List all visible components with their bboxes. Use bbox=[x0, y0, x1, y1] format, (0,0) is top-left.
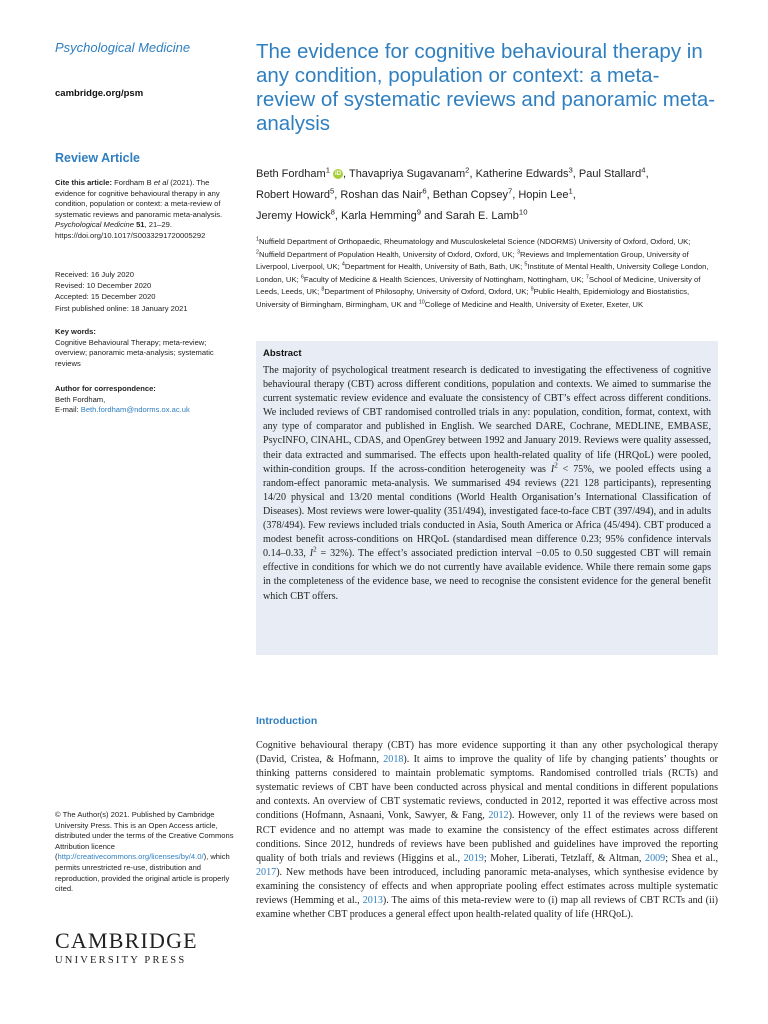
intro-part: ). The aims of this meta-review were to (i) map all reviews of CBT RCTs and (ii) examine whether CBT produces a general effect upon health-related quality of life (HRQoL). bbox=[256, 895, 718, 921]
keywords-block bbox=[55, 327, 240, 369]
affiliations bbox=[256, 236, 718, 312]
affil-sup: 1 bbox=[256, 236, 259, 243]
license-block bbox=[55, 810, 245, 895]
intro-part: ). However, only 11 of the reviews were based on RCT evidence and no attempt was made to examine the consistency of the effect estimates across different conditions. Since 2012, hundreds of reviews have been published and guidelines have improved the reporting quality of both trials and reviews (Higgins et al., bbox=[256, 810, 718, 864]
abstract-part: = 32%). The effect’s associated prediction interval −0.05 to 0.50 suggested CBT will remain effective in conditions for which we do not currently have available evidence. While there remain some gaps in the completeness of the evidence base, we need to recognise the consistent evidence for the general benefit which CBT offers. bbox=[263, 548, 711, 602]
correspondence-block bbox=[55, 384, 240, 416]
author-name: Beth Fordham bbox=[256, 168, 326, 180]
date-accepted: Accepted: 15 December 2020 bbox=[55, 292, 156, 302]
reference-link[interactable]: 2018 bbox=[383, 754, 404, 766]
affiliation: School of Medicine, University of Leeds, Leeds, UK; bbox=[256, 274, 701, 297]
correspondence-email-row bbox=[55, 405, 240, 416]
abstract-heading: Abstract bbox=[263, 348, 302, 359]
citation-block bbox=[55, 178, 240, 242]
correspondence-label: Author for correspondence: bbox=[55, 384, 156, 393]
journal-name: Psychological Medicine bbox=[55, 40, 191, 55]
affil-sup: 6 bbox=[300, 274, 304, 281]
license-text-a: © The Author(s) 2021. Published by Cambridge University Press. This is an Open Access article, distributed under the terms of the Creative Commons Attribution licence ( bbox=[55, 810, 234, 862]
license-link[interactable]: http://creativecommons.org/licenses/by/4.0/ bbox=[57, 852, 204, 862]
author-sup: 1 bbox=[568, 186, 573, 196]
affil-sup: 9 bbox=[530, 286, 534, 293]
author-name: Jeremy Howick bbox=[256, 210, 331, 222]
logo-main: CAMBRIDGE bbox=[55, 928, 198, 953]
i-squared: I bbox=[550, 463, 555, 475]
affil-sup: 4 bbox=[341, 261, 345, 268]
intro-part: ; Moher, Liberati, Tetzlaff, & Altman, bbox=[483, 852, 646, 864]
affil-sup: 2 bbox=[256, 249, 259, 256]
date-revised: Revised: 10 December 2020 bbox=[55, 281, 152, 291]
abstract-text bbox=[263, 364, 711, 604]
author-name: Robert Howard bbox=[256, 189, 330, 201]
author-sup: 5 bbox=[329, 186, 335, 196]
intro-part: ). It aims to improve the quality of life by changing patients’ thoughts or thinking patterns considered to maintain problematic symptoms. Randomised controlled trials (RCTs) and systematic reviews of CBT have been conducted across physical and mental conditions in different populations and contexts. An overview of CBT systematic reviews, conducted in 2012, reported it was effective across most conditions (Hofmann, Asnaani, Vonk, Sawyer, & Fang, bbox=[256, 754, 718, 822]
intro-part: Cognitive behavioural therapy (CBT) has more evidence supporting it than any other psychological therapy (David, Cristea, & Hofmann, bbox=[256, 740, 718, 766]
cite-text-b: (2021). The evidence for cognitive behavioural therapy in any condition, population or context: a meta-review of systematic reviews and panoramic meta-analysis. bbox=[55, 178, 223, 219]
author-sup: 4 bbox=[641, 165, 646, 175]
abstract-part: < 75%, we pooled effects using a random-effect panoramic meta-analysis. We summarised 494 reviews (221 128 participants), representing 14/20 physical and 13/20 mental conditions (World Health Organisation’s International Classification of Diseases). Most reviews were lower-quality (351/494), investigated face-to-face CBT (397/494), and in adults (378/494). Few reviews included trials conducted in Asia, South America or Africa (45/494). CBT produced a modest benefit across-conditions on HRQoL (standardised mean difference 0.23; 95% confidence intervals 0.14–0.33, bbox=[263, 463, 711, 560]
affiliation: Public Health, Epidemiology and Biostatistics, University of Birmingham, Birmingham, UK and bbox=[256, 287, 690, 309]
author-sup: 7 bbox=[507, 186, 513, 196]
reference-link[interactable]: 2012 bbox=[488, 810, 509, 822]
author-name: Katherine Edwards bbox=[475, 168, 569, 180]
date-published: First published online: 18 January 2021 bbox=[55, 303, 188, 313]
intro-heading: Introduction bbox=[256, 715, 318, 727]
cite-label: Cite this article: bbox=[55, 178, 112, 187]
author-sup: 9 bbox=[416, 207, 422, 217]
author-name: Roshan das Nair bbox=[340, 189, 423, 201]
keywords-text: Cognitive Behavioural Therapy; meta-review; overview; panoramic meta-analysis; systematic reviews bbox=[55, 337, 214, 368]
email-label: E-mail: bbox=[55, 405, 79, 415]
logo-sub: UNIVERSITY PRESS bbox=[55, 955, 187, 966]
reference-link[interactable]: 2009 bbox=[645, 852, 666, 864]
affil-sup: 3 bbox=[516, 249, 520, 256]
affiliation: College of Medicine and Health, University of Exeter, Exeter, UK bbox=[424, 299, 644, 309]
abstract-part: The majority of psychological treatment research is dedicated to investigating the effectiveness of cognitive behavioural therapy (CBT) across different conditions, population and contexts. We aimed to summarise the current systematic review evidence and evaluate the consistency of CBT’s effect across different conditions. We included reviews of CBT randomised controlled trials in any: population, condition, format, context, with any type of comparator and published in English. We searched DARE, Cochrane, MEDLINE, EMBASE, PsycINFO, CINAHL, CDAS, and OpenGrey between 1992 and January 2019. Reviews were quality assessed, their data extracted and summarised. The effects upon health-related quality of life (HRQoL) were pooled, within-condition groups. If the across-condition heterogeneity was bbox=[263, 365, 711, 475]
affiliation: Institute of Mental Health, University College London, London, UK; bbox=[256, 262, 709, 284]
reference-link[interactable]: 2019 bbox=[463, 852, 484, 864]
main-column bbox=[256, 40, 718, 921]
journal-url[interactable]: cambridge.org/psm bbox=[55, 88, 144, 99]
author-name: Sarah E. Lamb bbox=[445, 210, 519, 222]
i-squared-sup: 2 bbox=[313, 545, 317, 554]
cite-text-a: Fordham B bbox=[114, 178, 152, 187]
author-sup: 3 bbox=[568, 165, 573, 175]
i-squared: I bbox=[309, 548, 314, 560]
affiliation: Department for Health, University of Bath, Bath, UK; bbox=[344, 262, 525, 272]
author-sup: 6 bbox=[422, 186, 427, 196]
cite-etal: et al bbox=[153, 178, 169, 187]
author-name: Paul Stallard bbox=[578, 168, 642, 180]
author-sup: 1 bbox=[325, 165, 330, 175]
affil-sup: 7 bbox=[585, 274, 589, 281]
sidebar bbox=[55, 40, 240, 966]
author-name: Thavapriya Sugavanam bbox=[348, 168, 466, 180]
abstract-box bbox=[256, 341, 718, 655]
i-squared-sup: 2 bbox=[554, 461, 558, 470]
author-list: Beth Fordham$^1$ iD , Thavapriya Sugavanam$^2$, Katherine Edwards$^3$, Paul Stallard$^4$, Robert Howard$^5$, Roshan das Nair$^6$, Bethan Copsey$^7$, Hopin Lee$^1$, Jeremy Howick$^8$, Karla Hemming$^9$ and Sarah E. Lamb$^{10}$ bbox=[256, 165, 649, 222]
affiliation: Reviews and Implementation Group, University of Liverpool, Liverpool, UK; bbox=[256, 249, 689, 272]
cite-journal: Psychological Medicine bbox=[55, 220, 134, 230]
affil-sup: 10 bbox=[418, 299, 425, 306]
license-text-b: ), which permits unrestricted re-use, distribution and reproduction, provided the original article is properly cited. bbox=[55, 852, 230, 894]
reference-link[interactable]: 2017 bbox=[256, 866, 277, 878]
author-sup: 2 bbox=[465, 165, 470, 175]
affiliation: Nuffield Department of Population Health, University of Oxford, Oxford, UK; bbox=[259, 249, 517, 259]
correspondence-name: Beth Fordham, bbox=[55, 394, 106, 404]
email-link[interactable]: Beth.fordham@ndorms.ox.ac.uk bbox=[80, 405, 190, 415]
cambridge-logo bbox=[55, 930, 198, 966]
affiliation: Department of Philosophy, University of Oxford, Oxford, UK; bbox=[324, 287, 531, 297]
affil-sup: 8 bbox=[321, 286, 325, 293]
article-title: The evidence for cognitive behavioural therapy in any condition, population or context: a meta-review of systematic reviews and panoramic meta-analysis bbox=[256, 40, 716, 135]
date-received: Received: 16 July 2020 bbox=[55, 270, 134, 279]
author-name: Bethan Copsey bbox=[432, 189, 508, 201]
author-name: Hopin Lee bbox=[518, 189, 569, 201]
author-sup: 8 bbox=[330, 207, 335, 217]
dates-block bbox=[55, 269, 188, 314]
affiliation: Faculty of Medicine & Health Sciences, University of Nottingham, Nottingham, UK; bbox=[303, 274, 586, 284]
intro-text bbox=[256, 739, 718, 922]
article-type: Review Article bbox=[55, 151, 140, 165]
keywords-label: Key words: bbox=[55, 327, 96, 336]
orcid-icon[interactable]: iD bbox=[335, 171, 342, 178]
author-name: Karla Hemming bbox=[340, 210, 417, 222]
intro-part: ; Shea et al., bbox=[665, 852, 718, 864]
cite-volume: 51 bbox=[136, 220, 145, 230]
affil-sup: 5 bbox=[524, 261, 528, 268]
cite-pages: , 21–29. https://doi.org/10.1017/S0033291720005292 bbox=[55, 220, 206, 240]
author-sup: 10 bbox=[518, 207, 528, 217]
reference-link[interactable]: 2013 bbox=[362, 895, 383, 907]
intro-part: ). New methods have been introduced, including panoramic meta-analyses, which synthesise evidence by examining the consistency of effects and when appropriate pooling effect estimates across multiple systematic reviews (Hemming et al., bbox=[256, 866, 718, 907]
affiliation: Nuffield Department of Orthopaedic, Rheumatology and Musculoskeletal Science (NDORMS) University of Oxford, Oxford, UK; bbox=[259, 237, 691, 246]
